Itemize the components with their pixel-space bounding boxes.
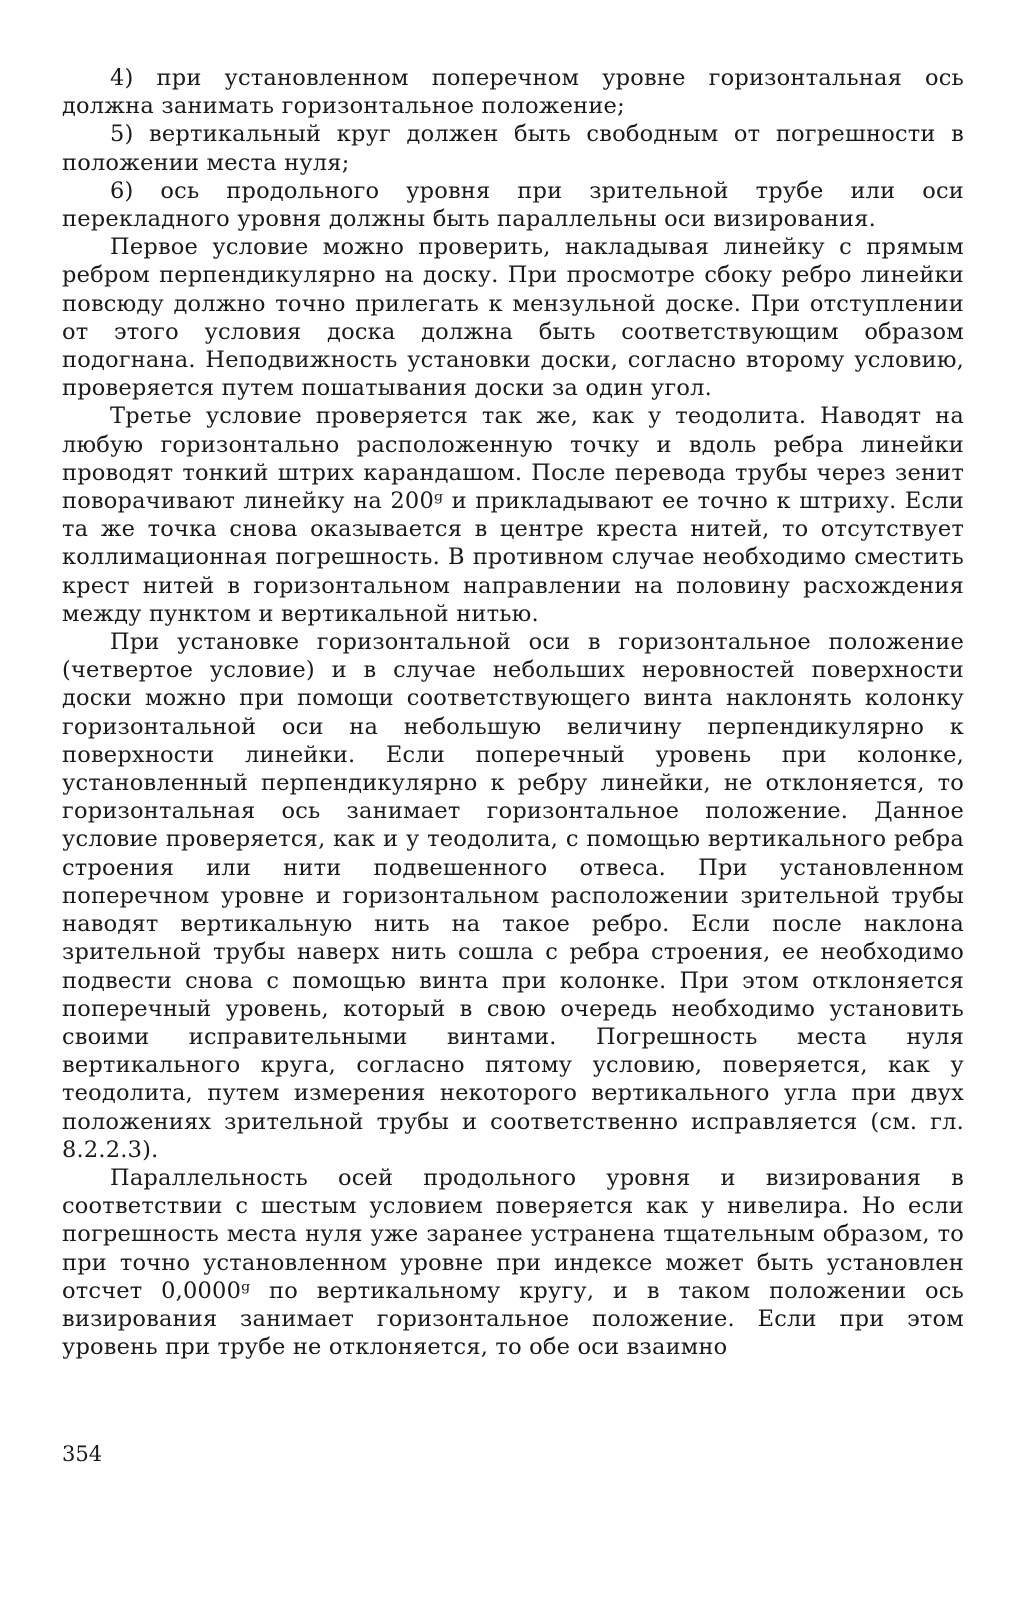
paragraph-condition-4: 4) при установленном поперечном уровне горизонтальная ось должна занимать горизонтальное положение; [62, 65, 964, 120]
paragraph-fourth-condition-check: При установке горизонтальной оси в горизонтальное положение (четвертое условие) и в случае небольших неровностей поверхности доски можно при помощи соответствующего винта наклонять колонку горизонтальной оси на небольшую величину перпендикулярно к поверхности линейки. Если поперечный уровень при колонке, установленный перпендикулярно к ребру линейки, не отклоняется, то горизонтальная ось занимает горизонтальное положение. Данное условие проверяется, как и у теодолита, с помощью вертикального ребра строения или нити подвешенного отвеса. При установленном поперечном уровне и горизонтальном расположении зрительной трубы наводят вертикальную нить на такое ребро. Если после наклона зрительной трубы наверх нить сошла с ребра строения, ее необходимо подвести снова с помощью винта при колонке. При этом отклоняется поперечный уровень, который в свою очередь необходимо установить своими исправительными винтами. Погрешность места нуля вертикального круга, согласно пятому условию, поверяется, как у теодолита, путем измерения некоторого вертикального угла при двух положениях зрительной трубы и соответственно исправляется (см. гл. 8.2.2.3). [62, 629, 964, 1163]
page-body [62, 64, 964, 1361]
page-number: 354 [62, 1442, 103, 1466]
paragraph-condition-5: 5) вертикальный круг должен быть свободным от погрешности в положении места нуля; [62, 121, 964, 176]
paragraph-first-condition-check: Первое условие можно проверить, накладывая линейку с прямым ребром перпендикулярно на доску. При просмотре сбоку ребро линейки повсюду должно точно прилегать к мензульной доске. При отступлении от этого условия доска должна быть соответствующим образом подогнана. Неподвижность установки доски, согласно второму условию, проверяется путем пошатывания доски за один угол. [62, 234, 964, 402]
paragraph-third-condition-check: Третье условие проверяется так же, как у теодолита. Наводят на любую горизонтально расположенную точку и вдоль ребра линейки проводят тонкий штрих карандашом. После перевода трубы через зенит поворачивают линейку на 200ᵍ и прикладывают ее точно к штриху. Если та же точка снова оказывается в центре креста нитей, то отсутствует коллимационная погрешность. В противном случае необходимо сместить крест нитей в горизонтальном направлении на половину расхождения между пунктом и вертикальной нитью. [62, 403, 964, 627]
paragraph-sixth-condition-check: Параллельность осей продольного уровня и визирования в соответствии с шестым условием поверяется как у нивелира. Но если погрешность места нуля уже заранее устранена тщательным образом, то при точно установленном уровне при индексе может быть установлен отсчет 0,0000ᵍ по вертикальному кругу, и в таком положении ось визирования занимает горизонтальное положение. Если при этом уровень при трубе не отклоняется, то обе оси взаимно [62, 1164, 964, 1361]
paragraph-condition-6: 6) ось продольного уровня при зрительной трубе или оси перекладного уровня должны быть параллельны оси визирования. [62, 177, 964, 233]
